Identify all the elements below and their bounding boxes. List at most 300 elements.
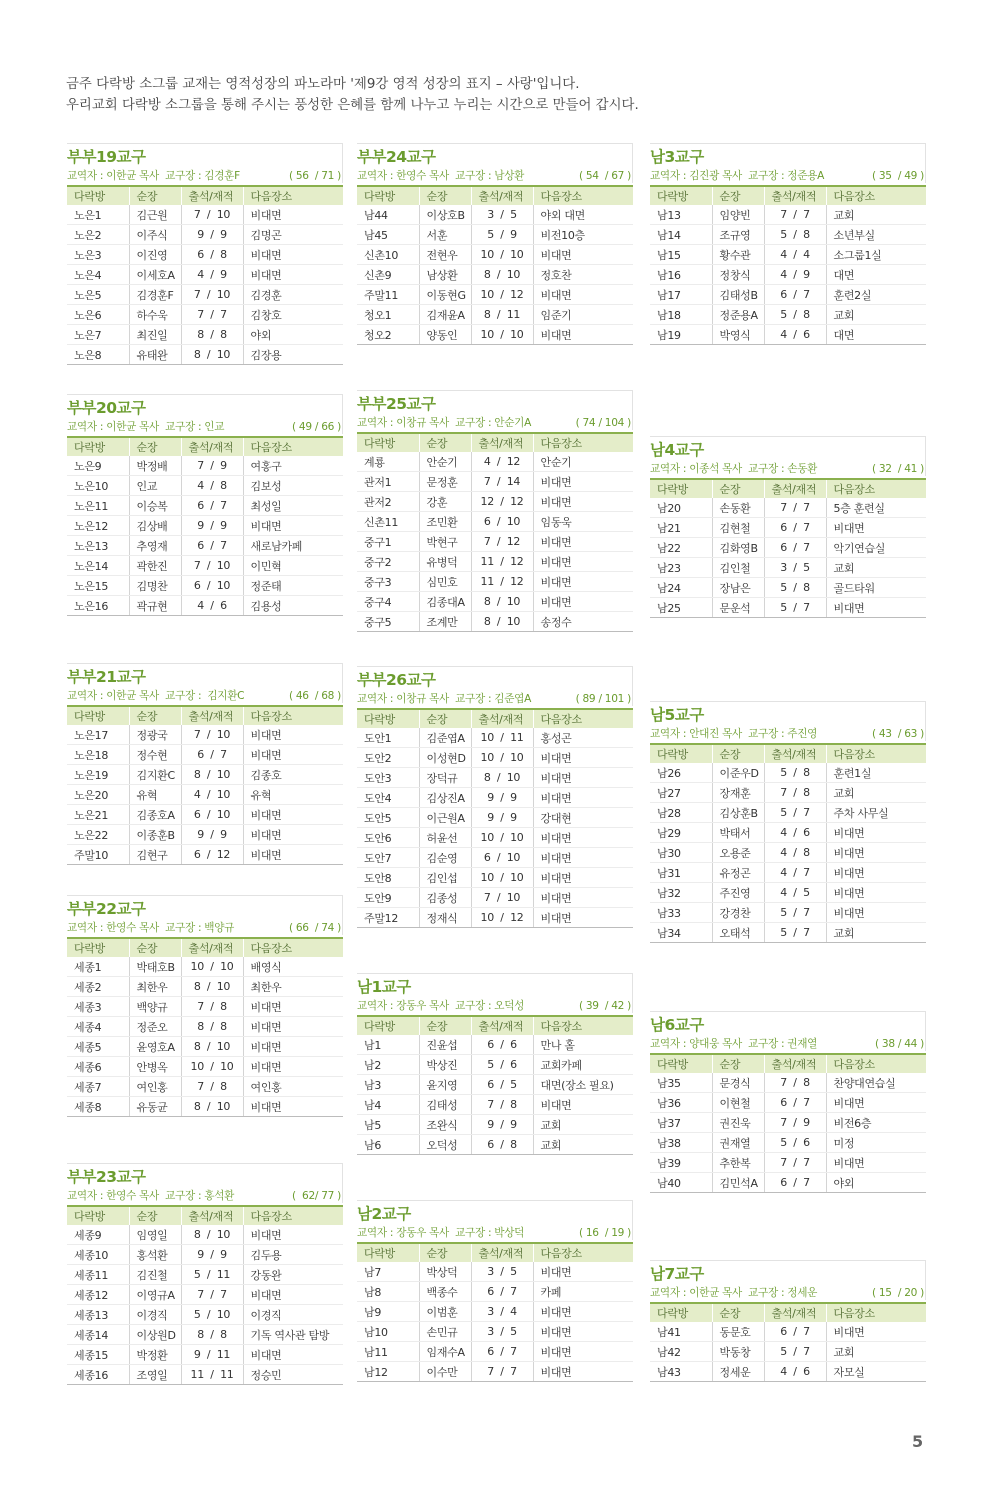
leader-name: 이근원A: [419, 808, 471, 828]
leader-name: 박상덕: [419, 1262, 471, 1282]
leader-name: 박태서: [712, 823, 764, 843]
table-row: [357, 265, 633, 285]
next-location: 비대면: [533, 245, 633, 265]
column-header: 출석/재적: [471, 709, 533, 728]
attendance: 5 / 7: [764, 803, 826, 823]
next-location: 비대면: [243, 1345, 343, 1365]
attendance: 7 / 7: [764, 205, 826, 225]
next-location: 김두용: [243, 1245, 343, 1265]
table-row: [67, 1325, 343, 1345]
district-meta: [650, 167, 926, 185]
leader-name: 조규영: [712, 225, 764, 245]
column-header: 출석/재적: [181, 938, 243, 957]
next-location: 김장용: [243, 345, 343, 365]
table-row: [650, 558, 926, 578]
next-location: 김명곤: [243, 225, 343, 245]
next-location: 비대면: [533, 472, 633, 492]
group-name: 노은7: [67, 325, 129, 345]
table-row: [67, 1305, 343, 1325]
district-staff: 교역자 : 한영수 목사 교구장 : 홍석환: [67, 1190, 235, 1202]
attendance: 6 / 10: [471, 512, 533, 532]
column-header: 순장: [712, 1054, 764, 1073]
column-header: 다락방: [357, 1243, 419, 1262]
attendance: 8 / 10: [181, 345, 243, 365]
next-location: 훈련1실: [826, 763, 926, 783]
group-name: 남6: [357, 1135, 419, 1155]
table-row: [67, 225, 343, 245]
district-title: 부부22교구: [67, 900, 146, 918]
next-location: 비대면: [533, 532, 633, 552]
next-location: 비대면: [826, 598, 926, 618]
leader-name: 오태석: [712, 923, 764, 943]
table-row: [67, 596, 343, 616]
leader-name: 박상진: [419, 1055, 471, 1075]
group-name: 세종12: [67, 1285, 129, 1305]
attendance: 6 / 10: [181, 805, 243, 825]
table-row: [357, 808, 633, 828]
group-name: 노은11: [67, 496, 129, 516]
leader-name: 추영재: [129, 536, 181, 556]
next-location: 악기연습실: [826, 538, 926, 558]
table-row: [67, 957, 343, 977]
attendance: 8 / 10: [471, 265, 533, 285]
district-table: [67, 1205, 343, 1385]
group-name: 신촌11: [357, 512, 419, 532]
leader-name: 백종수: [419, 1282, 471, 1302]
attendance: 10 / 10: [471, 245, 533, 265]
attendance: 7 / 9: [181, 456, 243, 476]
leader-name: 김인철: [712, 558, 764, 578]
column-header: 다음장소: [533, 1243, 633, 1262]
table-row: [357, 592, 633, 612]
group-name: 남1: [357, 1035, 419, 1055]
next-location: 비대면: [243, 997, 343, 1017]
leader-name: 문경식: [712, 1073, 764, 1093]
table-row: [650, 598, 926, 618]
leader-name: 안순기: [419, 452, 471, 472]
next-location: 비대면: [533, 572, 633, 592]
attendance: 4 / 8: [764, 843, 826, 863]
group-name: 세종8: [67, 1097, 129, 1117]
group-name: 세종9: [67, 1225, 129, 1245]
next-location: 강대현: [533, 808, 633, 828]
leader-name: 임영일: [129, 1225, 181, 1245]
attendance: 5 / 8: [764, 578, 826, 598]
column-header: 다락방: [650, 1303, 712, 1322]
district-block: [357, 666, 633, 928]
district-staff: 교역자 : 한영수 목사 교구장 : 백양규: [67, 922, 235, 934]
district-staff: 교역자 : 김진광 목사 교구장 : 정준용A: [650, 170, 825, 182]
table-row: [357, 828, 633, 848]
table-row: [67, 765, 343, 785]
next-location: 임준기: [533, 305, 633, 325]
district-staff: 교역자 : 이한균 목사 교구장 : 인교: [67, 421, 225, 433]
district-staff: 교역자 : 장동우 목사 교구장 : 박상덕: [357, 1227, 525, 1239]
leader-name: 추한복: [712, 1153, 764, 1173]
attendance: 6 / 7: [181, 745, 243, 765]
next-location: 비대면: [533, 888, 633, 908]
attendance: 10 / 10: [471, 325, 533, 345]
table-row: [67, 805, 343, 825]
group-name: 노은19: [67, 765, 129, 785]
leader-name: 오용준: [712, 843, 764, 863]
attendance: 5 / 7: [764, 1342, 826, 1362]
next-location: 비대면: [243, 516, 343, 536]
group-name: 노은13: [67, 536, 129, 556]
table-row: [67, 1017, 343, 1037]
district-title: 부부21교구: [67, 668, 146, 686]
next-location: 비대면: [243, 1225, 343, 1245]
district-staff: 교역자 : 양대웅 목사 교구장 : 권재열: [650, 1038, 818, 1050]
column-header: 순장: [129, 938, 181, 957]
group-name: 노은20: [67, 785, 129, 805]
leader-name: 강경찬: [712, 903, 764, 923]
attendance: 10 / 10: [181, 957, 243, 977]
district-attendance-total: ( 16 / 19 ): [578, 1227, 631, 1239]
table-row: [67, 496, 343, 516]
group-name: 남30: [650, 843, 712, 863]
group-name: 중구3: [357, 572, 419, 592]
next-location: 비대면: [243, 745, 343, 765]
group-name: 남36: [650, 1093, 712, 1113]
column-header: 다음장소: [826, 1303, 926, 1322]
group-name: 남17: [650, 285, 712, 305]
column-header: 순장: [129, 1206, 181, 1225]
leader-name: 이상원D: [129, 1325, 181, 1345]
next-location: 비대면: [533, 908, 633, 928]
table-row: [357, 848, 633, 868]
attendance: 5 / 6: [764, 1133, 826, 1153]
leader-name: 김상진A: [419, 788, 471, 808]
attendance: 6 / 8: [181, 245, 243, 265]
leader-name: 하수욱: [129, 305, 181, 325]
column-header: 순장: [712, 186, 764, 205]
attendance: 9 / 9: [471, 788, 533, 808]
attendance: 6 / 7: [764, 285, 826, 305]
next-location: 비대면: [533, 1302, 633, 1322]
next-location: 새로남카페: [243, 536, 343, 556]
table-row: [67, 1037, 343, 1057]
attendance: 4 / 6: [764, 325, 826, 345]
leader-name: 박영식: [712, 325, 764, 345]
column-header: 다락방: [357, 433, 419, 452]
attendance: 3 / 5: [764, 558, 826, 578]
next-location: 비대면: [533, 828, 633, 848]
column-header: 다음장소: [243, 938, 343, 957]
leader-name: 강훈: [419, 492, 471, 512]
attendance: 6 / 7: [764, 1093, 826, 1113]
group-name: 도안5: [357, 808, 419, 828]
district-block: [67, 895, 343, 1117]
next-location: 기독 역사관 탐방: [243, 1325, 343, 1345]
group-name: 남34: [650, 923, 712, 943]
table-row: [67, 977, 343, 997]
attendance: 5 / 10: [181, 1305, 243, 1325]
attendance: 6 / 7: [471, 1342, 533, 1362]
next-location: 여인홍: [243, 1077, 343, 1097]
district-title: 남4교구: [650, 441, 704, 459]
column-header: 출석/재적: [764, 1303, 826, 1322]
leader-name: 임양빈: [712, 205, 764, 225]
next-location: 비대면: [243, 1017, 343, 1037]
attendance: 5 / 7: [764, 903, 826, 923]
leader-name: 이준우D: [712, 763, 764, 783]
attendance: 9 / 11: [181, 1345, 243, 1365]
table-row: [650, 903, 926, 923]
next-location: 김보성: [243, 476, 343, 496]
attendance: 5 / 9: [471, 225, 533, 245]
attendance: 4 / 6: [764, 823, 826, 843]
group-name: 세종7: [67, 1077, 129, 1097]
table-row: [357, 1302, 633, 1322]
next-location: 비대면: [243, 845, 343, 865]
leader-name: 곽한진: [129, 556, 181, 576]
district-meta: [357, 1224, 633, 1242]
leader-name: 장재훈: [712, 783, 764, 803]
next-location: 비대면: [826, 883, 926, 903]
group-name: 남8: [357, 1282, 419, 1302]
group-name: 노은21: [67, 805, 129, 825]
leader-name: 김명찬: [129, 576, 181, 596]
district-staff: 교역자 : 안대진 목사 교구장 : 주진영: [650, 728, 818, 740]
attendance: 3 / 5: [471, 1262, 533, 1282]
table-row: [357, 728, 633, 748]
group-name: 남29: [650, 823, 712, 843]
next-location: 대면: [826, 265, 926, 285]
leader-name: 이동현G: [419, 285, 471, 305]
district-attendance-total: ( 89 / 101 ): [575, 693, 631, 705]
attendance: 4 / 12: [471, 452, 533, 472]
district-meta: [650, 1284, 926, 1302]
table-row: [67, 825, 343, 845]
attendance: 8 / 10: [181, 1097, 243, 1117]
leader-name: 김화영B: [712, 538, 764, 558]
attendance: 6 / 7: [764, 538, 826, 558]
leader-name: 인교: [129, 476, 181, 496]
leader-name: 장남은: [712, 578, 764, 598]
next-location: 안순기: [533, 452, 633, 472]
leader-name: 서훈: [419, 225, 471, 245]
attendance: 9 / 9: [181, 516, 243, 536]
next-location: 비대면: [533, 285, 633, 305]
attendance: 6 / 7: [181, 496, 243, 516]
attendance: 3 / 5: [471, 205, 533, 225]
column-header: 출석/재적: [764, 479, 826, 498]
table-row: [357, 225, 633, 245]
next-location: 비대면: [533, 1095, 633, 1115]
leader-name: 조계만: [419, 612, 471, 632]
table-row: [67, 1345, 343, 1365]
attendance: 6 / 12: [181, 845, 243, 865]
table-row: [67, 476, 343, 496]
attendance: 7 / 7: [764, 498, 826, 518]
group-name: 도안9: [357, 888, 419, 908]
attendance: 8 / 10: [471, 612, 533, 632]
attendance: 11 / 12: [471, 572, 533, 592]
group-name: 남38: [650, 1133, 712, 1153]
group-name: 남39: [650, 1153, 712, 1173]
column-header: 순장: [419, 1016, 471, 1035]
group-name: 도안8: [357, 868, 419, 888]
column-header: 순장: [712, 479, 764, 498]
table-row: [67, 845, 343, 865]
group-name: 주말10: [67, 845, 129, 865]
district-table: [650, 1053, 926, 1193]
leader-name: 김진철: [129, 1265, 181, 1285]
group-name: 세종11: [67, 1265, 129, 1285]
district-title: 부부26교구: [357, 671, 436, 689]
group-name: 남2: [357, 1055, 419, 1075]
district-staff: 교역자 : 장동우 목사 교구장 : 오덕성: [357, 1000, 525, 1012]
next-location: 비대면: [826, 823, 926, 843]
next-location: 비대면: [533, 868, 633, 888]
attendance: 8 / 10: [181, 765, 243, 785]
attendance: 5 / 11: [181, 1265, 243, 1285]
group-name: 노은8: [67, 345, 129, 365]
group-name: 남14: [650, 225, 712, 245]
district-staff: 교역자 : 이한균 목사 교구장 : 김경훈F: [67, 170, 240, 182]
attendance: 10 / 10: [471, 748, 533, 768]
group-name: 노은12: [67, 516, 129, 536]
leader-name: 유정곤: [712, 863, 764, 883]
next-location: 주차 사무실: [826, 803, 926, 823]
attendance: 5 / 6: [471, 1055, 533, 1075]
attendance: 10 / 10: [181, 1057, 243, 1077]
group-name: 남12: [357, 1362, 419, 1382]
district-title: 남1교구: [357, 978, 411, 996]
leader-name: 허윤선: [419, 828, 471, 848]
leader-name: 최진일: [129, 325, 181, 345]
column-header: 다음장소: [826, 479, 926, 498]
group-name: 도안6: [357, 828, 419, 848]
group-name: 남16: [650, 265, 712, 285]
leader-name: 김순영: [419, 848, 471, 868]
district-block: [650, 701, 926, 943]
table-row: [67, 285, 343, 305]
leader-name: 이세호A: [129, 265, 181, 285]
leader-name: 박태호B: [129, 957, 181, 977]
leader-name: 조민환: [419, 512, 471, 532]
group-name: 세종10: [67, 1245, 129, 1265]
group-name: 남15: [650, 245, 712, 265]
table-row: [650, 498, 926, 518]
group-name: 노은17: [67, 725, 129, 745]
table-row: [67, 556, 343, 576]
group-name: 남32: [650, 883, 712, 903]
group-name: 남13: [650, 205, 712, 225]
column-header: 다음장소: [826, 186, 926, 205]
table-row: [650, 783, 926, 803]
column-header: 다락방: [67, 706, 129, 725]
leader-name: 김인섭: [419, 868, 471, 888]
table-row: [67, 536, 343, 556]
table-row: [67, 1057, 343, 1077]
district-table: [650, 478, 926, 618]
table-row: [650, 325, 926, 345]
district-staff: 교역자 : 한영수 목사 교구장 : 남상환: [357, 170, 525, 182]
attendance: 8 / 10: [181, 1037, 243, 1057]
district-block: [357, 1200, 633, 1382]
table-row: [650, 863, 926, 883]
attendance: 7 / 8: [181, 1077, 243, 1097]
attendance: 6 / 10: [181, 576, 243, 596]
next-location: 비대면: [533, 325, 633, 345]
group-name: 남35: [650, 1073, 712, 1093]
column-header: 다락방: [650, 1054, 712, 1073]
next-location: 미정: [826, 1133, 926, 1153]
table-row: [357, 245, 633, 265]
leader-name: 정창식: [712, 265, 764, 285]
district-block: [650, 1011, 926, 1193]
district-block: [67, 143, 343, 365]
group-name: 남18: [650, 305, 712, 325]
leader-name: 김재윤A: [419, 305, 471, 325]
group-name: 남7: [357, 1262, 419, 1282]
next-location: 김경훈: [243, 285, 343, 305]
attendance: 6 / 7: [764, 1322, 826, 1342]
column-header: 다락방: [357, 709, 419, 728]
leader-name: 동문호: [712, 1322, 764, 1342]
table-row: [650, 518, 926, 538]
attendance: 7 / 12: [471, 532, 533, 552]
next-location: 교회: [826, 205, 926, 225]
next-location: 비대면: [243, 805, 343, 825]
leader-name: 이상호B: [419, 205, 471, 225]
leader-name: 이성현D: [419, 748, 471, 768]
district-title: 부부23교구: [67, 1168, 146, 1186]
group-name: 남19: [650, 325, 712, 345]
next-location: 비대면: [533, 788, 633, 808]
group-name: 노은1: [67, 205, 129, 225]
table-row: [357, 1055, 633, 1075]
attendance: 6 / 7: [764, 1173, 826, 1193]
column-header: 다락방: [650, 744, 712, 763]
leader-name: 정준용A: [712, 305, 764, 325]
group-name: 남43: [650, 1362, 712, 1382]
attendance: 11 / 11: [181, 1365, 243, 1385]
group-name: 남24: [650, 578, 712, 598]
next-location: 골드타워: [826, 578, 926, 598]
next-location: 대면(장소 필요): [533, 1075, 633, 1095]
table-row: [357, 748, 633, 768]
table-row: [357, 552, 633, 572]
next-location: 5층 훈련실: [826, 498, 926, 518]
table-row: [357, 1035, 633, 1055]
group-name: 중구4: [357, 592, 419, 612]
leader-name: 김상훈B: [712, 803, 764, 823]
attendance: 6 / 7: [764, 518, 826, 538]
leader-name: 진윤섭: [419, 1035, 471, 1055]
table-row: [67, 456, 343, 476]
district-meta: [650, 725, 926, 743]
table-row: [650, 305, 926, 325]
column-header: 출석/재적: [181, 1206, 243, 1225]
next-location: 교회: [826, 923, 926, 943]
leader-name: 김경훈F: [129, 285, 181, 305]
leader-name: 이종훈B: [129, 825, 181, 845]
table-row: [357, 788, 633, 808]
next-location: 비대면: [533, 848, 633, 868]
group-name: 노은14: [67, 556, 129, 576]
leader-name: 정수현: [129, 745, 181, 765]
leader-name: 임재수A: [419, 1342, 471, 1362]
district-meta: [357, 167, 633, 185]
attendance: 4 / 7: [764, 863, 826, 883]
leader-name: 김상배: [129, 516, 181, 536]
group-name: 중구1: [357, 532, 419, 552]
next-location: 비대면: [243, 1037, 343, 1057]
district-meta: [67, 687, 343, 705]
